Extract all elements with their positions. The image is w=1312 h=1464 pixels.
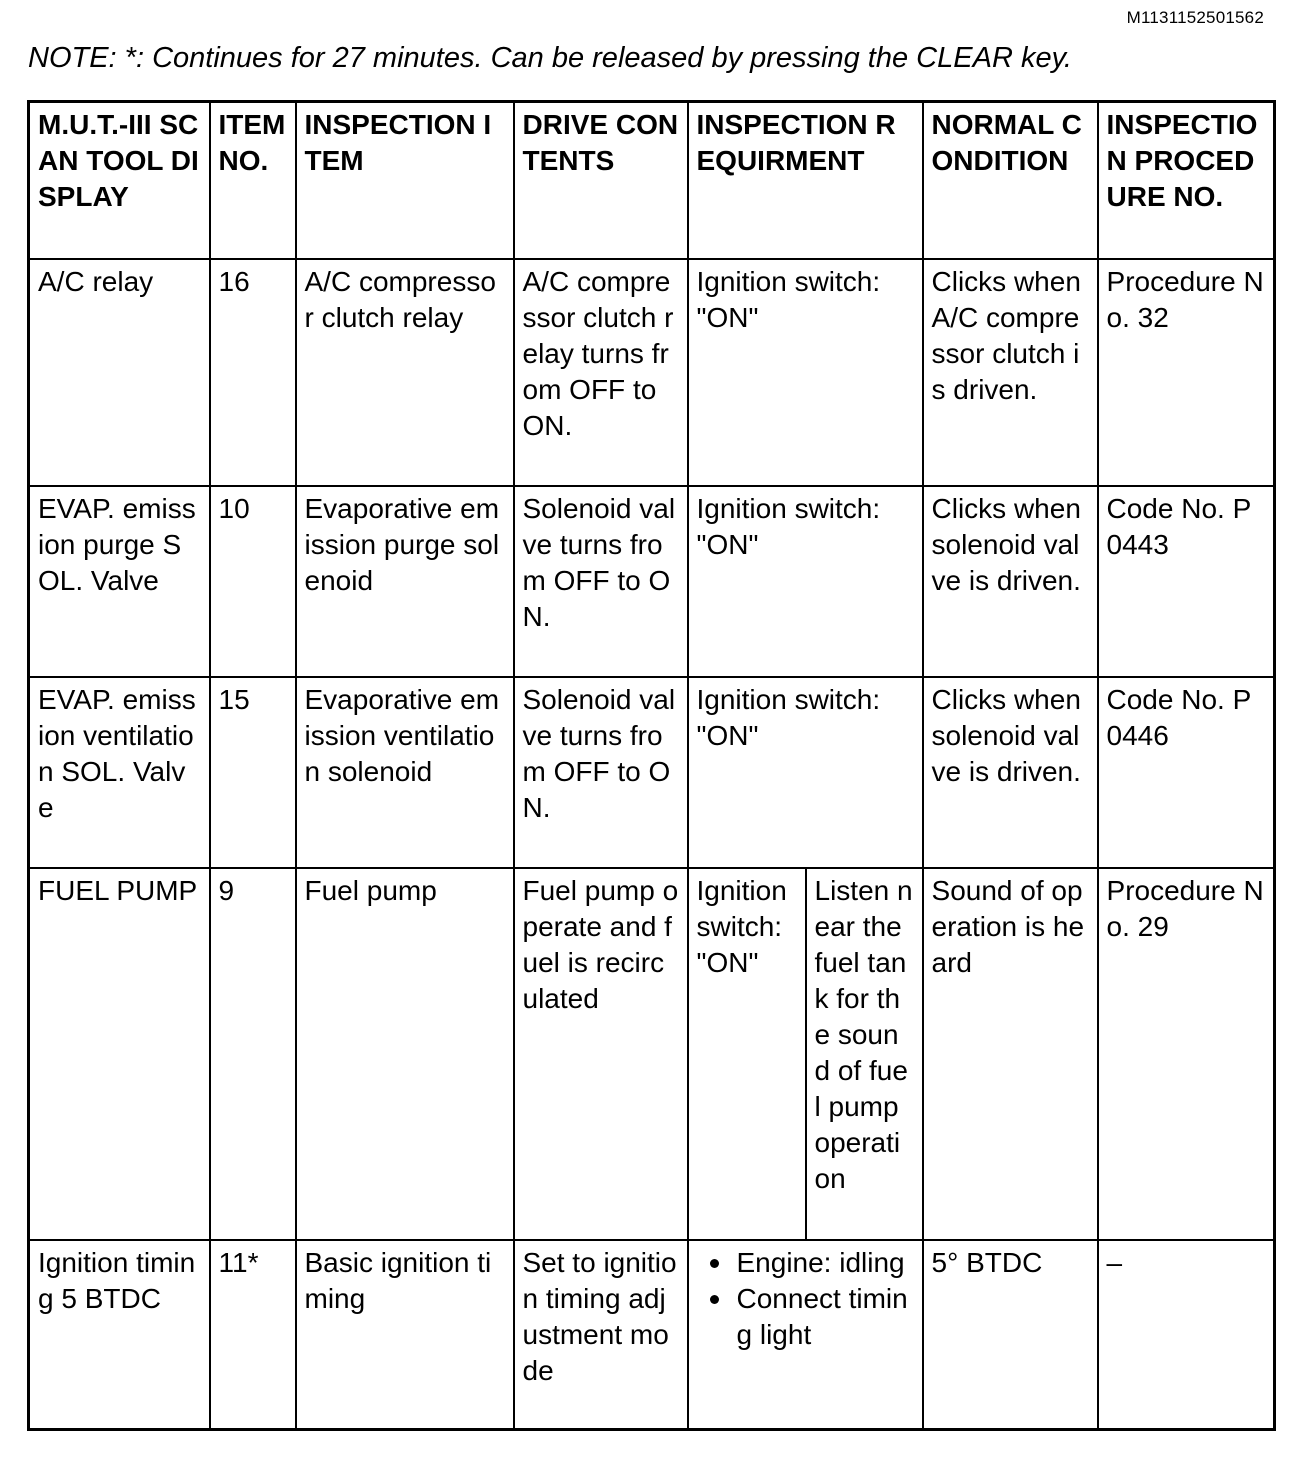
table-row — [29, 868, 1275, 1240]
cell-inspection-item: Evaporative emission ventilation solenoid — [296, 677, 514, 868]
cell-procedure: Code No. P0443 — [1098, 486, 1275, 677]
cell-drive-contents: Solenoid valve turns from OFF to ON. — [514, 486, 688, 677]
cell-procedure: Procedure No. 32 — [1098, 259, 1275, 486]
cell-drive-contents: A/C compressor clutch relay turns from OFF to ON. — [514, 259, 688, 486]
cell-item-no: 9 — [210, 868, 296, 1240]
cell-display: EVAP. emission ventilation SOL. Valve — [29, 677, 210, 868]
cell-requirement: Ignition switch: "ON" — [688, 259, 923, 486]
cell-inspection-item: Evaporative emission purge solenoid — [296, 486, 514, 677]
cell-inspection-item: Basic ignition timing — [296, 1240, 514, 1430]
cell-procedure: Procedure No. 29 — [1098, 868, 1275, 1240]
cell-drive-contents: Fuel pump operate and fuel is recirculated — [514, 868, 688, 1240]
table-row — [29, 259, 1275, 486]
cell-item-no: 11* — [210, 1240, 296, 1430]
cell-inspection-item: A/C compressor clutch relay — [296, 259, 514, 486]
header-row — [29, 102, 1275, 259]
cell-inspection-item: Fuel pump — [296, 868, 514, 1240]
cell-display: Ignition timing 5 BTDC — [29, 1240, 210, 1430]
cell-requirement-action: Listen near the fuel tank for the sound of fuel pump operation — [806, 868, 923, 1240]
document-id: M1131152501562 — [1126, 8, 1264, 27]
inspection-table — [27, 100, 1276, 1431]
cell-item-no: 16 — [210, 259, 296, 486]
header-procedure-no: INSPECTION PROCEDURE NO. — [1098, 102, 1275, 259]
header-display: M.U.T.-III SCAN TOOL DISPLAY — [29, 102, 210, 259]
requirement-bullet: Engine: idling — [737, 1245, 914, 1281]
header-inspection-requirement: INSPECTION REQUIRMENT — [688, 102, 923, 259]
header-item-no: ITEM NO. — [210, 102, 296, 259]
cell-requirement — [688, 1240, 923, 1430]
cell-requirement: Ignition switch: "ON" — [688, 677, 923, 868]
cell-requirement: Ignition switch: "ON" — [688, 486, 923, 677]
cell-drive-contents: Set to ignition timing adjustment mode — [514, 1240, 688, 1430]
table-row — [29, 677, 1275, 868]
cell-normal-condition: Sound of operation is heard — [923, 868, 1098, 1240]
cell-item-no: 10 — [210, 486, 296, 677]
header-inspection-item: INSPECTION ITEM — [296, 102, 514, 259]
cell-display: EVAP. emission purge SOL. Valve — [29, 486, 210, 677]
header-drive-contents: DRIVE CONTENTS — [514, 102, 688, 259]
cell-normal-condition: Clicks when solenoid valve is driven. — [923, 486, 1098, 677]
requirement-bullet: Connect timing light — [737, 1281, 914, 1353]
requirement-bullet-list — [697, 1245, 914, 1353]
table-row — [29, 1240, 1275, 1430]
note-text: NOTE: *: Continues for 27 minutes. Can be released by pressing the CLEAR key. — [28, 42, 1072, 74]
cell-item-no: 15 — [210, 677, 296, 868]
header-normal-condition: NORMAL CONDITION — [923, 102, 1098, 259]
cell-display: A/C relay — [29, 259, 210, 486]
cell-procedure: Code No. P0446 — [1098, 677, 1275, 868]
cell-normal-condition: Clicks when A/C compressor clutch is driven. — [923, 259, 1098, 486]
cell-display: FUEL PUMP — [29, 868, 210, 1240]
cell-normal-condition: 5° BTDC — [923, 1240, 1098, 1430]
table-row — [29, 486, 1275, 677]
cell-requirement-condition: Ignition switch: "ON" — [688, 868, 806, 1240]
cell-drive-contents: Solenoid valve turns from OFF to ON. — [514, 677, 688, 868]
cell-procedure: – — [1098, 1240, 1275, 1430]
cell-normal-condition: Clicks when solenoid valve is driven. — [923, 677, 1098, 868]
